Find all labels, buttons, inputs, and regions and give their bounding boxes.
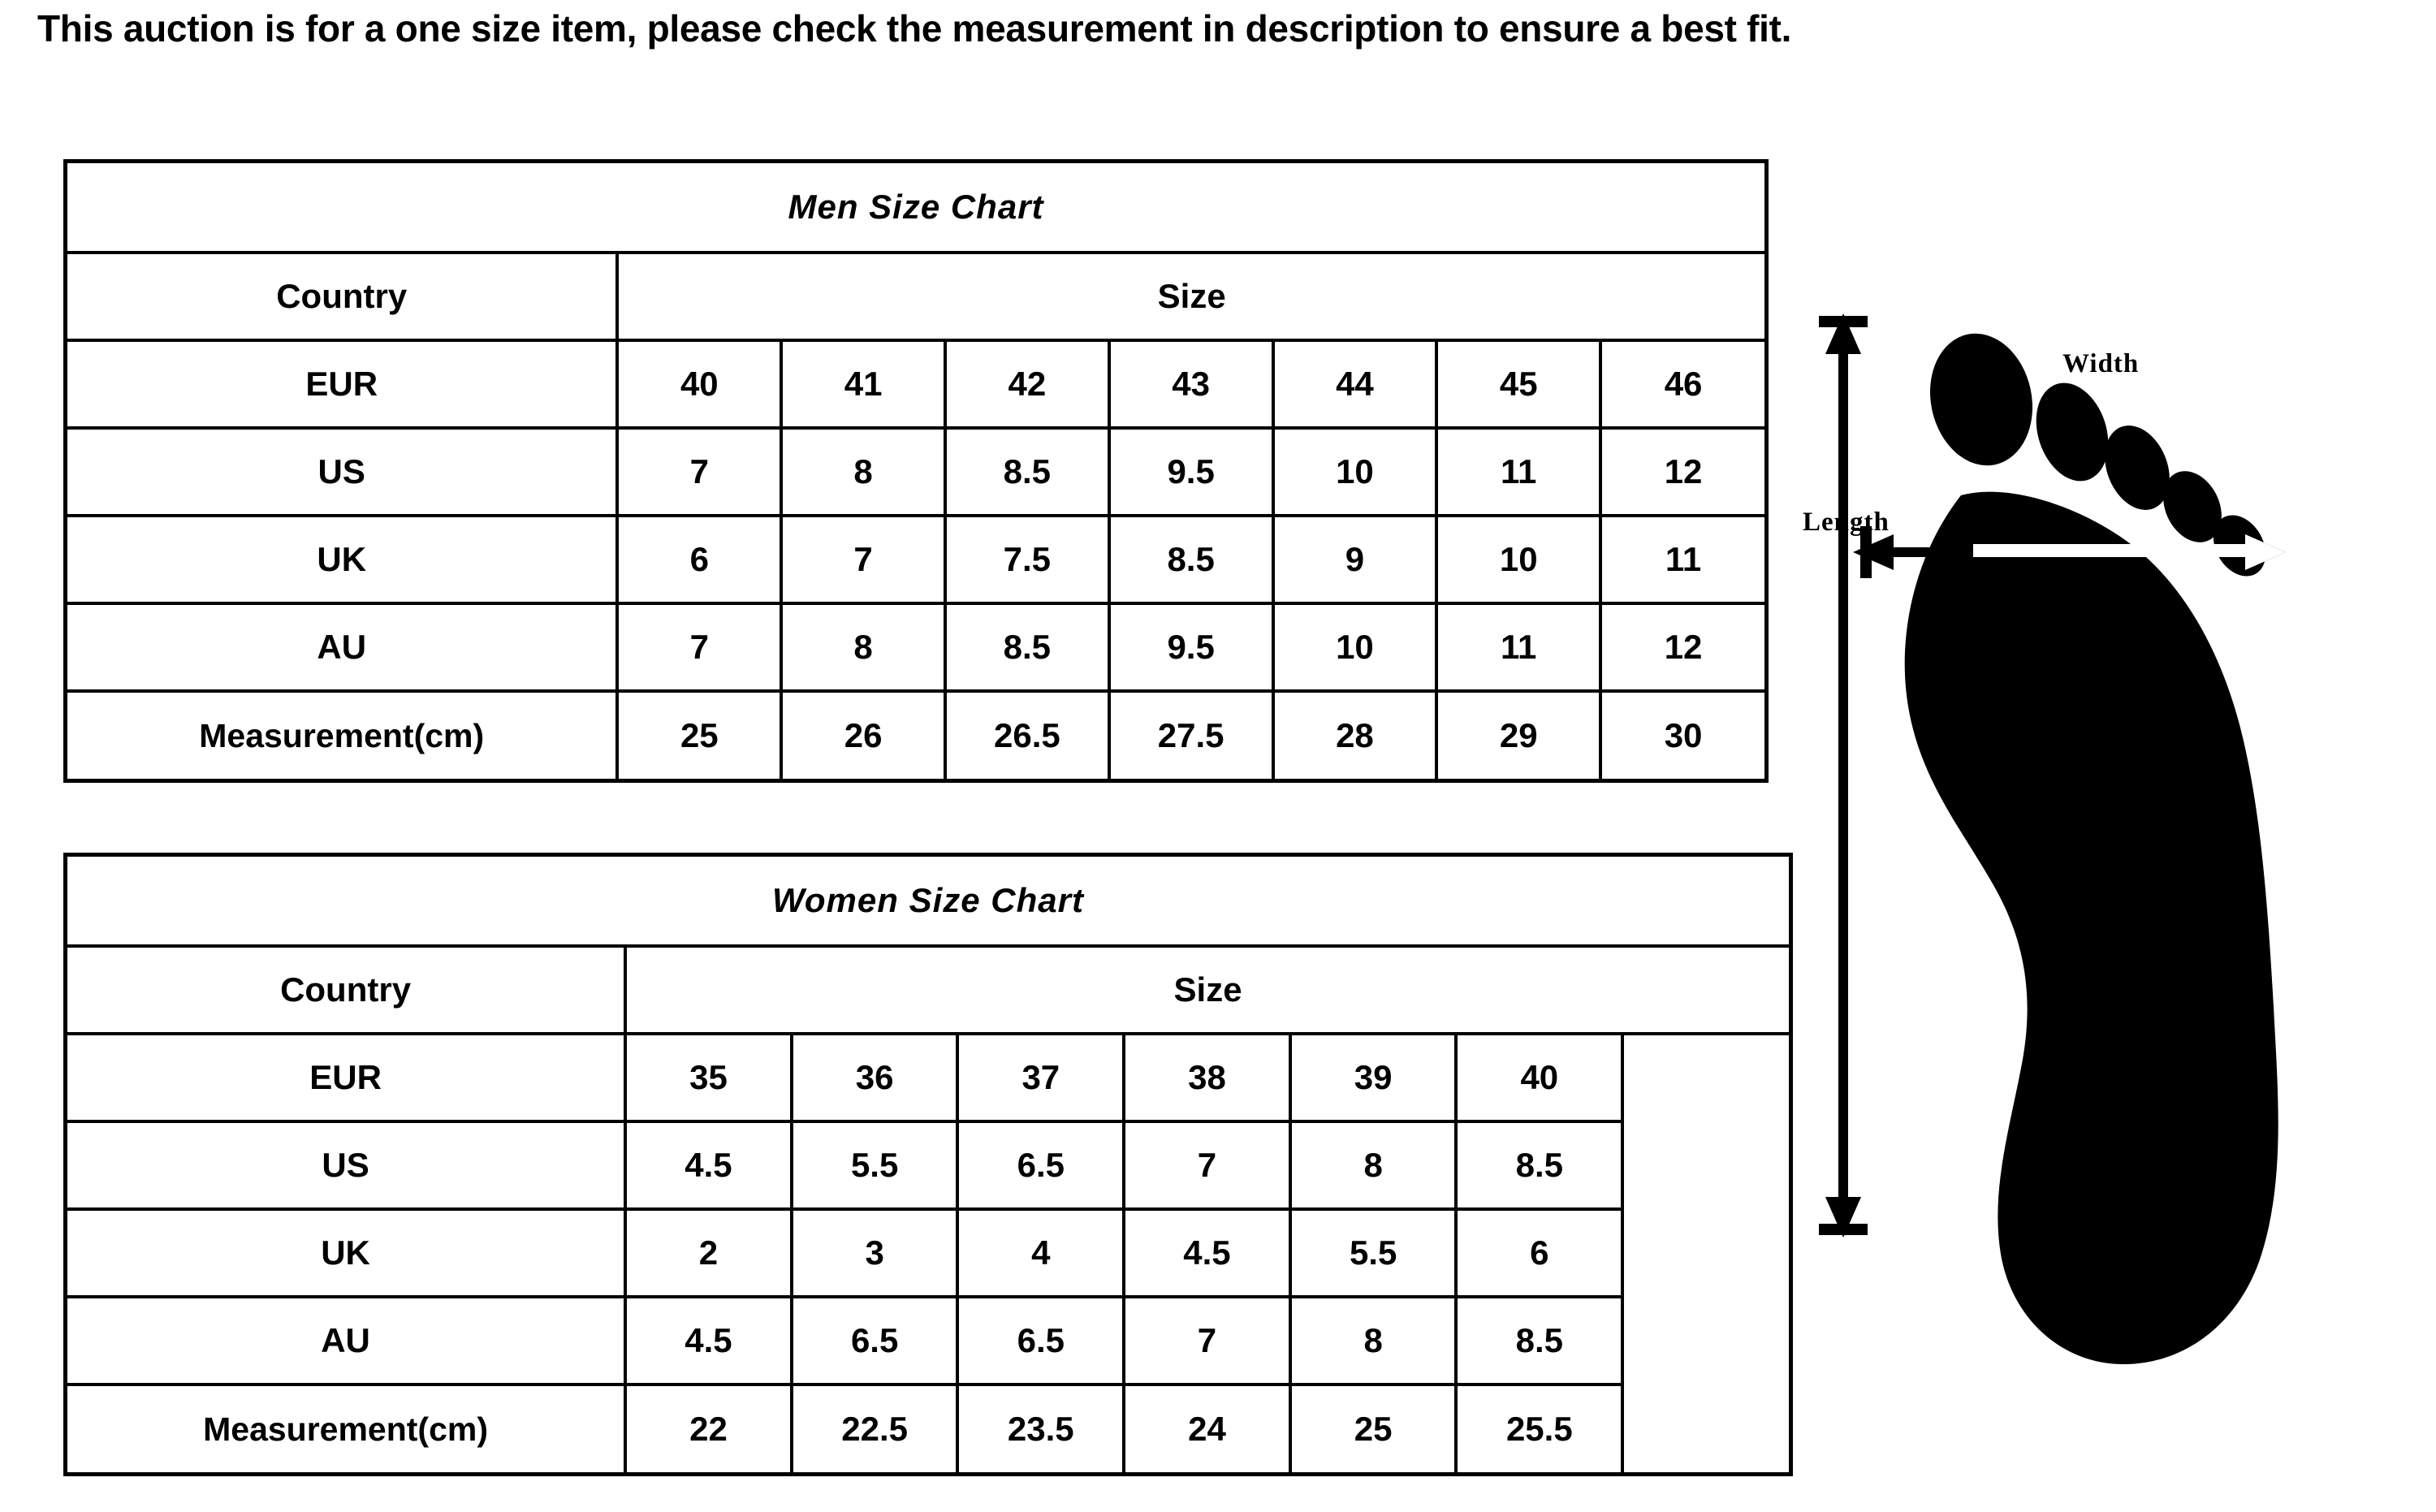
cell-empty	[1622, 1209, 1789, 1297]
cell: 27.5	[1109, 691, 1273, 779]
cell: 7	[781, 516, 945, 603]
cell: 10	[1273, 428, 1437, 516]
row-label-eur: EUR	[67, 340, 617, 428]
cell: 8.5	[1456, 1121, 1622, 1209]
table-row	[67, 340, 1764, 428]
row-label-measurement: Measurement(cm)	[67, 691, 617, 779]
cell: 4.5	[625, 1297, 792, 1385]
country-header: Country	[67, 946, 625, 1034]
cell: 7	[1124, 1121, 1290, 1209]
table-row	[67, 1121, 1789, 1209]
size-header: Size	[617, 253, 1764, 340]
size-header: Size	[625, 946, 1789, 1034]
cell: 30	[1600, 691, 1764, 779]
women-size-table	[67, 857, 1789, 1472]
women-size-chart	[63, 853, 1793, 1476]
cell-empty	[1622, 1297, 1789, 1385]
cell: 25	[1290, 1385, 1457, 1472]
cell: 7.5	[945, 516, 1109, 603]
cell: 23.5	[957, 1385, 1124, 1472]
cell: 11	[1600, 516, 1764, 603]
cell: 4	[957, 1209, 1124, 1297]
cell: 40	[1456, 1034, 1622, 1121]
cell: 9	[1273, 516, 1437, 603]
cell: 7	[617, 428, 781, 516]
table-row	[67, 516, 1764, 603]
cell: 3	[792, 1209, 958, 1297]
cell: 7	[1124, 1297, 1290, 1385]
cell: 29	[1436, 691, 1600, 779]
table-row	[67, 253, 1764, 340]
row-label-uk: UK	[67, 516, 617, 603]
cell: 26	[781, 691, 945, 779]
cell: 46	[1600, 340, 1764, 428]
cell: 7	[617, 603, 781, 691]
table-row	[67, 1034, 1789, 1121]
table-row	[67, 163, 1764, 253]
cell: 22	[625, 1385, 792, 1472]
cell: 8.5	[1109, 516, 1273, 603]
cell: 41	[781, 340, 945, 428]
cell: 40	[617, 340, 781, 428]
row-label-measurement: Measurement(cm)	[67, 1385, 625, 1472]
table-row	[67, 1297, 1789, 1385]
cell: 6	[617, 516, 781, 603]
cell: 8.5	[945, 603, 1109, 691]
cell: 44	[1273, 340, 1437, 428]
cell: 22.5	[792, 1385, 958, 1472]
row-label-au: AU	[67, 603, 617, 691]
cell: 4.5	[625, 1121, 792, 1209]
table-row	[67, 1209, 1789, 1297]
length-label: Length	[1803, 508, 1890, 537]
table-row	[67, 428, 1764, 516]
cell: 25	[617, 691, 781, 779]
cell: 8.5	[1456, 1297, 1622, 1385]
cell: 39	[1290, 1034, 1457, 1121]
width-label: Width	[2062, 349, 2140, 378]
men-size-chart	[63, 159, 1769, 783]
cell: 24	[1124, 1385, 1290, 1472]
footprint-icon	[1905, 324, 2278, 1364]
row-label-us: US	[67, 428, 617, 516]
men-size-table	[67, 163, 1764, 779]
length-arrow-icon	[1819, 313, 1868, 1238]
table-row	[67, 857, 1789, 946]
cell: 11	[1436, 603, 1600, 691]
cell: 12	[1600, 428, 1764, 516]
cell: 6.5	[957, 1297, 1124, 1385]
row-label-au: AU	[67, 1297, 625, 1385]
cell: 8.5	[945, 428, 1109, 516]
cell: 4.5	[1124, 1209, 1290, 1297]
cell: 36	[792, 1034, 958, 1121]
cell: 11	[1436, 428, 1600, 516]
cell: 6.5	[957, 1121, 1124, 1209]
cell: 45	[1436, 340, 1600, 428]
table-row	[67, 946, 1789, 1034]
cell: 6	[1456, 1209, 1622, 1297]
cell-empty	[1622, 1385, 1789, 1472]
row-label-us: US	[67, 1121, 625, 1209]
cell: 8	[1290, 1121, 1457, 1209]
cell: 5.5	[792, 1121, 958, 1209]
page-title: This auction is for a one size item, please check the measurement in description to ensure a best fit.	[37, 7, 1792, 50]
table-row	[67, 603, 1764, 691]
cell: 35	[625, 1034, 792, 1121]
foot-measurement-diagram	[1803, 309, 2387, 1405]
row-label-eur: EUR	[67, 1034, 625, 1121]
cell: 6.5	[792, 1297, 958, 1385]
row-label-uk: UK	[67, 1209, 625, 1297]
cell: 10	[1436, 516, 1600, 603]
cell: 28	[1273, 691, 1437, 779]
cell: 8	[1290, 1297, 1457, 1385]
cell: 43	[1109, 340, 1273, 428]
chart-title: Men Size Chart	[67, 163, 1764, 253]
cell: 42	[945, 340, 1109, 428]
foot-diagram-svg	[1819, 309, 2387, 1405]
table-row	[67, 1385, 1789, 1472]
country-header: Country	[67, 253, 617, 340]
cell: 38	[1124, 1034, 1290, 1121]
chart-title: Women Size Chart	[67, 857, 1789, 946]
table-row	[67, 691, 1764, 779]
cell: 5.5	[1290, 1209, 1457, 1297]
cell: 37	[957, 1034, 1124, 1121]
cell: 25.5	[1456, 1385, 1622, 1472]
cell: 8	[781, 428, 945, 516]
cell: 8	[781, 603, 945, 691]
cell: 9.5	[1109, 603, 1273, 691]
cell: 26.5	[945, 691, 1109, 779]
cell-empty	[1622, 1121, 1789, 1209]
cell: 12	[1600, 603, 1764, 691]
cell: 2	[625, 1209, 792, 1297]
cell-empty	[1622, 1034, 1789, 1121]
cell: 10	[1273, 603, 1437, 691]
cell: 9.5	[1109, 428, 1273, 516]
